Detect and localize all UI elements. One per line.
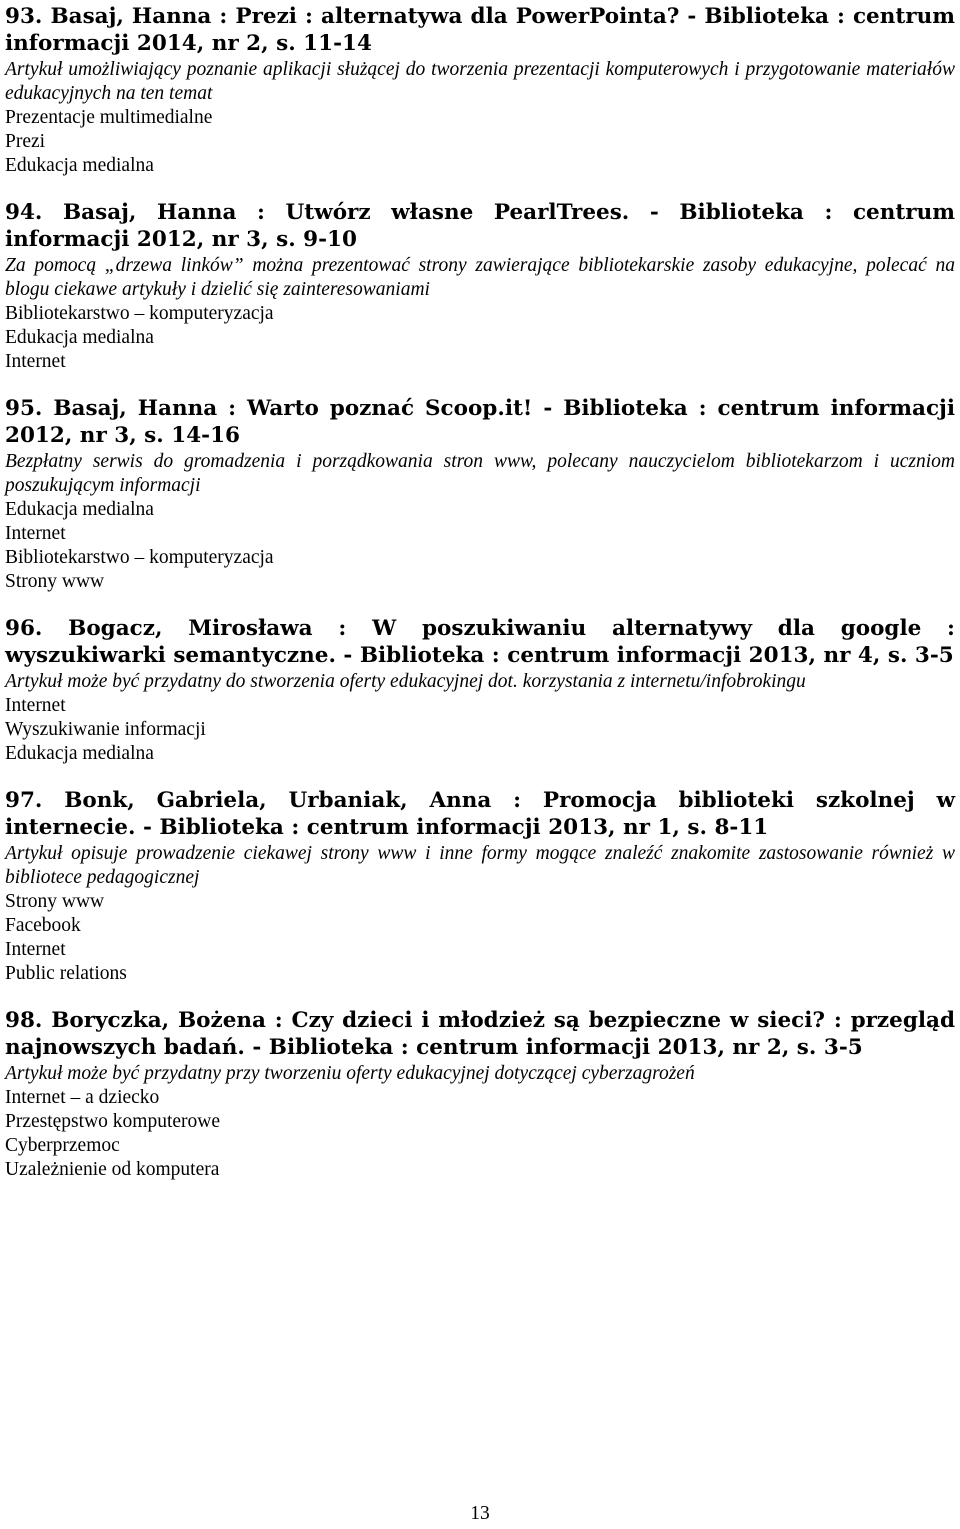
subject-tag: Internet [5,523,66,544]
bibliography-page [5,3,955,1203]
subject-tag: Cyberprzemoc [5,1135,120,1156]
entry-subject-tags [5,106,955,178]
bibliography-entry [5,615,955,766]
bibliography-entry [5,1007,955,1182]
subject-tag: Prezentacje multimedialne [5,107,213,128]
entry-subject-tags [5,890,955,986]
subject-tag: Internet [5,939,66,960]
entry-title: 93. Basaj, Hanna : Prezi : alternatywa dla PowerPointa? - Biblioteka : centrum informacji 2014, nr 2, s. 11-14 [5,4,955,56]
subject-tag: Wyszukiwanie informacji [5,719,206,740]
subject-tag: Uzależnienie od komputera [5,1159,220,1180]
entry-title: 96. Bogacz, Mirosława : W poszukiwaniu alternatywy dla google : wyszukiwarki semantyczne. - Biblioteka : centrum informacji 2013, nr 4, s. 3-5 [5,616,955,668]
entry-description: Artykuł opisuje prowadzenie ciekawej strony www i inne formy mogące znaleźć znakomite zastosowanie również w bibliotece pedagogicznej [5,843,955,888]
entry-description: Bezpłatny serwis do gromadzenia i porządkowania stron www, polecany nauczycielom bibliotekarzom i uczniom poszukującym informacji [5,451,955,496]
subject-tag: Edukacja medialna [5,327,154,348]
subject-tag: Internet [5,351,66,372]
subject-tag: Strony www [5,891,105,912]
entry-subject-tags [5,498,955,594]
entry-description: Artykuł może być przydatny do stworzenia oferty edukacyjnej dot. korzystania z internetu/infobrokingu [5,671,806,692]
bibliography-entry [5,395,955,594]
entry-subject-tags [5,302,955,374]
entry-description: Artykuł może być przydatny przy tworzeniu oferty edukacyjnej dotyczącej cyberzagrożeń [5,1063,695,1084]
subject-tag: Internet – a dziecko [5,1087,160,1108]
entry-description: Artykuł umożliwiający poznanie aplikacji służącej do tworzenia prezentacji komputerowych i przygotowanie materiałów edukacyjnych na ten temat [5,59,955,104]
subject-tag: Edukacja medialna [5,743,154,764]
subject-tag: Prezi [5,131,46,152]
subject-tag: Strony www [5,571,105,592]
entry-title: 95. Basaj, Hanna : Warto poznać Scoop.it! - Biblioteka : centrum informacji 2012, nr 3, s. 14-16 [5,396,955,448]
bibliography-entry [5,3,955,178]
subject-tag: Bibliotekarstwo – komputeryzacja [5,547,274,568]
subject-tag: Bibliotekarstwo – komputeryzacja [5,303,274,324]
subject-tag: Przestępstwo komputerowe [5,1111,220,1132]
subject-tag: Edukacja medialna [5,155,154,176]
entry-description: Za pomocą „drzewa linków” można prezentować strony zawierające bibliotekarskie zasoby edukacyjne, polecać na blogu ciekawe artykuły i dzielić się zainteresowaniami [5,255,955,300]
entry-title: 94. Basaj, Hanna : Utwórz własne PearlTrees. - Biblioteka : centrum informacji 2012, nr 3, s. 9-10 [5,200,955,252]
entry-subject-tags [5,694,955,766]
subject-tag: Public relations [5,963,127,984]
bibliography-entry [5,199,955,374]
entry-subject-tags [5,1086,955,1182]
subject-tag: Facebook [5,915,81,936]
page-number: 13 [470,1503,490,1524]
entry-title: 97. Bonk, Gabriela, Urbaniak, Anna : Promocja biblioteki szkolnej w internecie. - Biblioteka : centrum informacji 2013, nr 1, s. 8-11 [5,788,955,840]
bibliography-entry [5,787,955,986]
subject-tag: Internet [5,695,66,716]
entry-title: 98. Boryczka, Bożena : Czy dzieci i młodzież są bezpieczne w sieci? : przegląd najnowszych badań. - Biblioteka : centrum informacji 2013, nr 2, s. 3-5 [5,1008,955,1060]
subject-tag: Edukacja medialna [5,499,154,520]
